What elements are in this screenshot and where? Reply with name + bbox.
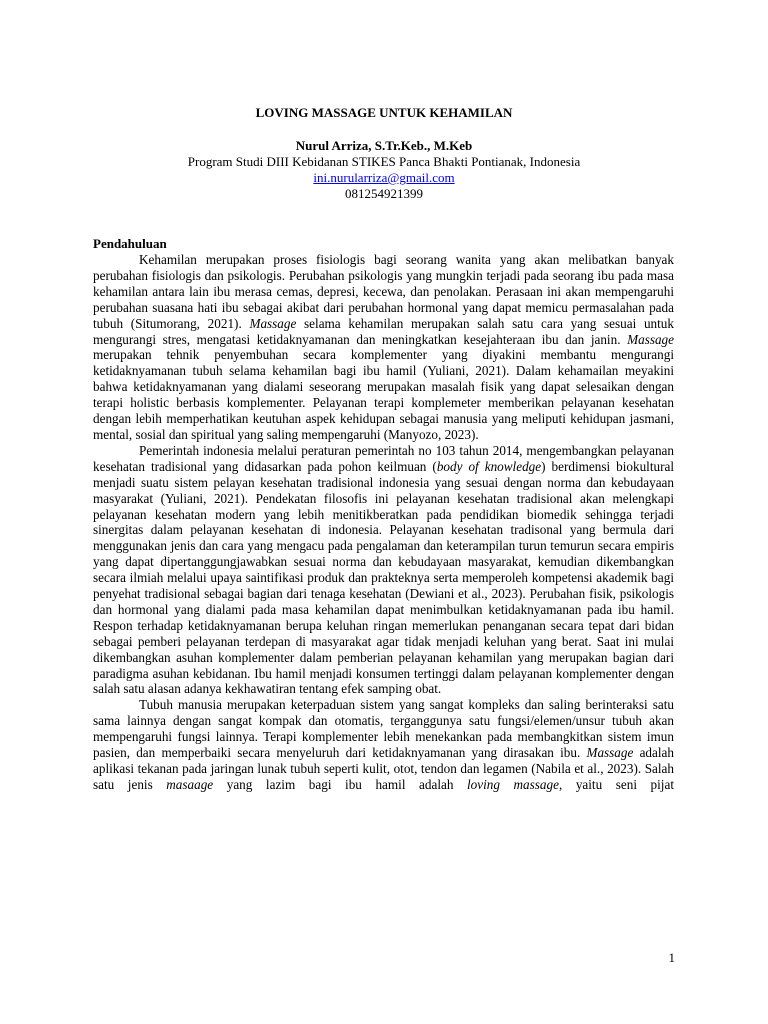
page-number: 1 [668,950,675,965]
paragraph: Kehamilan merupakan proses fisiologis bagi seorang wanita yang akan melibatkan banyak perubahan fisiologis dan psikologis. Perubahan psikologis yang mungkin terjadi pada seorang ibu pada masa kehamilan antara lain ibu merasa cemas, depresi, kecewa, dan penolakan. Perasaan ini akan mempengaruhi perubahan suasana hati ibu sebagai akibat dari perubahan hormonal yang dapat memicu permasalahan pada tubuh (Situmorang, 2021). Massage selama kehamilan merupakan salah satu cara yang sesuai untuk mengurangi stres, mengatasi ketidaknyamanan dan meningkatkan kesejahteraan ibu dan janin. Massage merupakan tehnik penyembuhan secara komplementer yang diyakini membantu mengurangi ketidaknyamanan tubuh selama kehamilan bagi ibu hamil (Yuliani, 2021). Dalam kehamailan meyakini bahwa ketidaknyamanan yang dialami seseorang merupakan masalah fisik yang dapat selesaikan dengan terapi holistic berbasis komplementer. Pelayanan terapi komplemeter memberikan pelayanan kesehatan dengan lebih memperhatikan keutuhan aspek kehidupan sebagai manusia yang meliputi kehidupan jasmani, mental, sosial dan spiritual yang saling mempengaruhi (Manyozo, 2023). [93,252,674,442]
paragraph: Pemerintah indonesia melalui peraturan pemerintah no 103 tahun 2014, mengembangkan pelayanan kesehatan tradisional yang didasarkan pada pohon keilmuan (body of knowledge) berdimensi biokultural menjadi suatu sistem pelayan kesehatan tradisional indonesia yang sesuai dengan norma dan kebudayaan masyarakat (Yuliani, 2021). Pendekatan filosofis ini pelayanan kesehatan tradisional akan melengkapi pelayanan kesehatan modern yang lebih menitikberatkan pada pendidikan biomedik sehingga terjadi sinergitas dalam pelayanan kesehatan di indonesia. Pelayanan kesehatan tradisonal yang bermula dari menggunakan jenis dan cara yang mengacu pada pengalaman dan keterampilan turun temurun secara empiris yang dapat dipertanggungjawabkan sesuai norma dan kebudayaan masyarakat, kemudian dikembangkan secara ilmiah melalui upaya saintifikasi produk dan prakteknya serta memperoleh kompetensi akademik bagi penyehat tradisional sebagai bagian dari tenaga kesehatan (Dewiani et al., 2023). Perubahan fisik, psikologis dan hormonal yang dialami pada masa kehamilan dapat menimbulkan ketidaknyamanan pada ibu hamil. Respon terhadap ketidaknyamanan berupa keluhan ringan memerlukan penanganan secara tepat dari bidan sebagai pemberi pelayanan terdepan di masyarakat agar tidak menjadi keluhan yang berat. Saat ini mulai dikembangkan asuhan komplementer dalam pemberian pelayanan kehamilan yang merupakan bagian dari paradigma asuhan kebidanan. Ibu hamil menjadi konsumen tertinggi dalam pelayanan komplementer dengan salah satu alasan adanya kekhawatiran tentang efek samping obat. [93,442,674,697]
italic-term: Massage [586,745,634,761]
italic-term: Massage [627,331,674,347]
italic-term: Massage [249,315,297,331]
author-name: Nurul Arriza, S.Tr.Keb., M.Keb [295,138,473,153]
section-heading: Pendahuluan [93,236,167,251]
document-title: LOVING MASSAGE UNTUK KEHAMILAN [255,105,513,120]
body-text [93,252,674,793]
author-affiliation: Program Studi DIII Kebidanan STIKES Panca Bhakti Pontianak, Indonesia [187,154,581,169]
italic-term: masaage [166,776,214,792]
italic-term: loving massage [467,776,559,792]
italic-term: body of knowledge [436,458,542,474]
author-phone: 081254921399 [345,186,423,201]
author-email-link[interactable]: ini.nurularriza@gmail.com [313,170,455,185]
author-block [0,138,768,202]
paragraph: Tubuh manusia merupakan keterpaduan sistem yang sangat kompleks dan saling berinteraksi satu sama lainnya dengan sangat kompak dan otomatis, terganggunya satu fungsi/elemen/unsur tubuh akan mempengaruhi fungsi lainnya. Terapi komplementer lebih menekankan pada membangkitkan sistem imun pasien, dan memperbaiki secara menyeluruh dari ketidaknyamanan yang dirasakan ibu. Massage adalah aplikasi tekanan pada jaringan lunak tubuh seperti kulit, otot, tendon dan legamen (Nabila et al., 2023). Salah satu jenis masaage yang lazim bagi ibu hamil adalah loving massage, yaitu seni pijat [93,697,674,792]
